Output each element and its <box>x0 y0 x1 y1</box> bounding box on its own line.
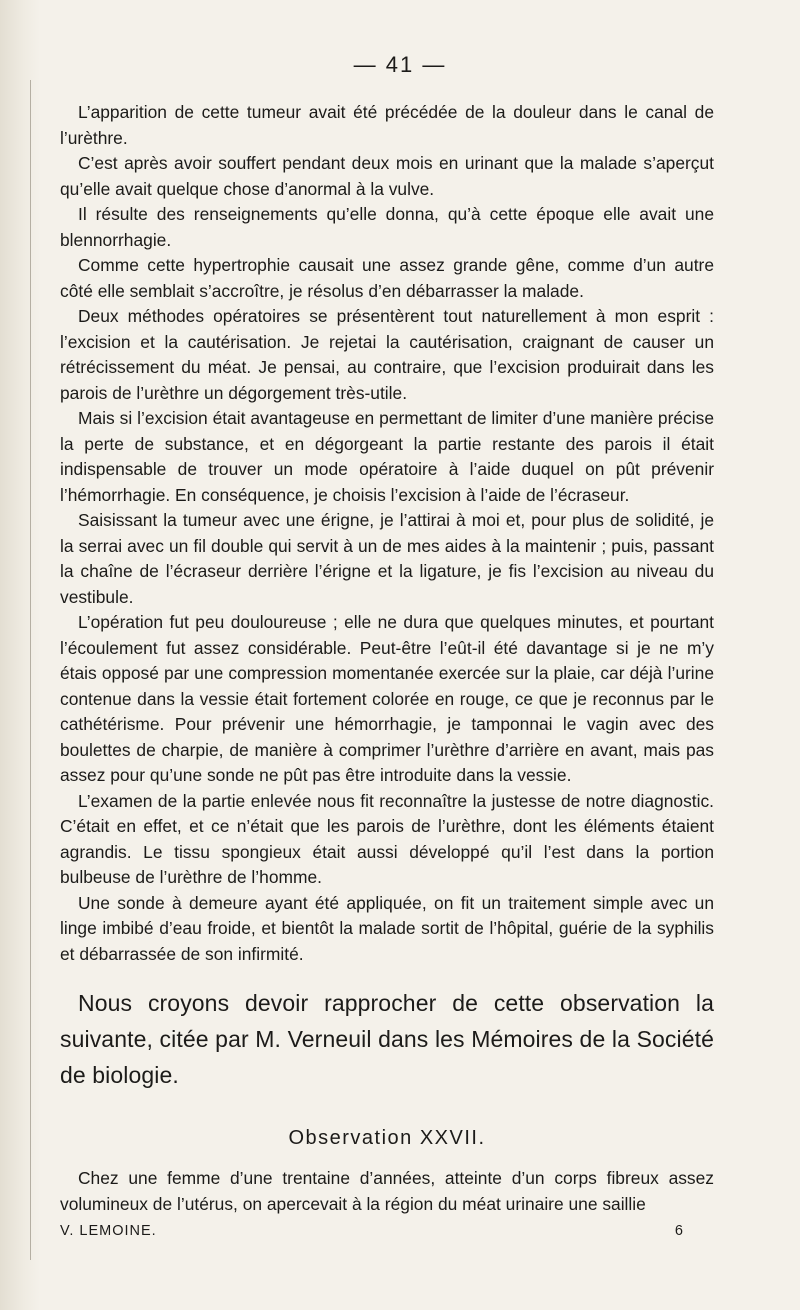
paragraph: C’est après avoir souffert pendant deux mois en urinant que la malade s’aperçut qu’elle avait quelque chose d’anormal à la vulve. <box>60 153 714 199</box>
paragraph: L’opération fut peu douloureuse ; elle ne dura que quelques minutes, et pourtant l’écoulement fut assez considérable. Peut-être l’eût-il été davantage si je ne m’y étais opposé par une compression momentanée exercée sur la plaie, car déjà l’urine contenue dans la vessie était fortement colorée en rouge, ce que je reconnus par le cathétérisme. Pour prévenir une hémorrhagie, je tamponnai le vagin avec des boulettes de charpie, de manière à comprimer l’urèthre d’arrière en avant, mais pas assez pour qu’une sonde ne pût pas être introduite dans la vessie. <box>60 612 714 785</box>
paragraph: Une sonde à demeure ayant été appliquée, on fit un traitement simple avec un linge imbibé d’eau froide, et bientôt la malade sortit de l’hôpital, guérie de la syphilis et débarrassée de son infirmité. <box>60 892 714 964</box>
observation-heading-text: Observation XXVII. <box>288 1127 486 1149</box>
paragraph: Deux méthodes opératoires se présentèrent tout naturellement à mon esprit : l’excision et la cautérisation. Je rejetai la cautérisation, craignant de causer un rétrécissement du méat. Je pensai, au contraire, que l’excision produirait dans les parois de l’urèthre un dégorgement très-utile. <box>60 306 714 403</box>
observation-paragraph: Chez une femme d’une trentaine d’années, atteinte d’un corps fibreux assez volumineux de l’utérus, on apercevait à la région du méat urinaire une saillie <box>60 1168 714 1214</box>
paragraph: L’examen de la partie enlevée nous fit reconnaître la justesse de notre diagnostic. C’était en effet, et ce n’était que les parois de l’urèthre, dont les éléments étaient agrandis. Le tissu spongieux était aussi développé qu’il l’est dans la portion bulbeuse de l’urèthre de l’homme. <box>60 790 714 887</box>
paragraph: L’apparition de cette tumeur avait été précédée de la douleur dans le canal de l’urèthre. <box>60 102 714 148</box>
page-number: — 41 — <box>353 52 447 77</box>
body-text <box>60 100 714 1217</box>
paragraph: Il résulte des renseignements qu’elle donna, qu’à cette époque elle avait une blennorrhagie. <box>60 204 714 250</box>
binding-shadow-line <box>30 80 31 1260</box>
paragraph: Mais si l’excision était avantageuse en permettant de limiter d’une manière précise la perte de substance, et en dégorgeant la partie restante des parois il était indispensable de trouver un mode opératoire à l’aide duquel on pût prévenir l’hémorrhagie. En conséquence, je choisis l’excision à l’aide de l’écraseur. <box>60 408 714 505</box>
observation-heading <box>60 1127 714 1150</box>
paragraph: Comme cette hypertrophie causait une assez grande gêne, comme d’un autre côté elle semblait s’accroître, je résolus d’en débarrasser la malade. <box>60 255 714 301</box>
page-binding-edge <box>0 0 40 1310</box>
page-footer <box>60 1223 684 1239</box>
intro-sentence: Nous croyons devoir rapprocher de cette observation la suivante, citée par M. Verneuil dans les Mémoires de la Société de biologie. <box>60 990 714 1088</box>
footer-sheet-number: 6 <box>674 1223 684 1239</box>
paragraph: Saisissant la tumeur avec une érigne, je l’attirai à moi et, pour plus de solidité, je la serrai avec un fil double qui servit à un de mes aides à la maintenir ; puis, passant la chaîne de l’écraseur derrière l’érigne et la ligature, je fis l’excision au niveau du vestibule. <box>60 510 714 607</box>
footer-signature: V. LEMOINE. <box>60 1223 157 1239</box>
